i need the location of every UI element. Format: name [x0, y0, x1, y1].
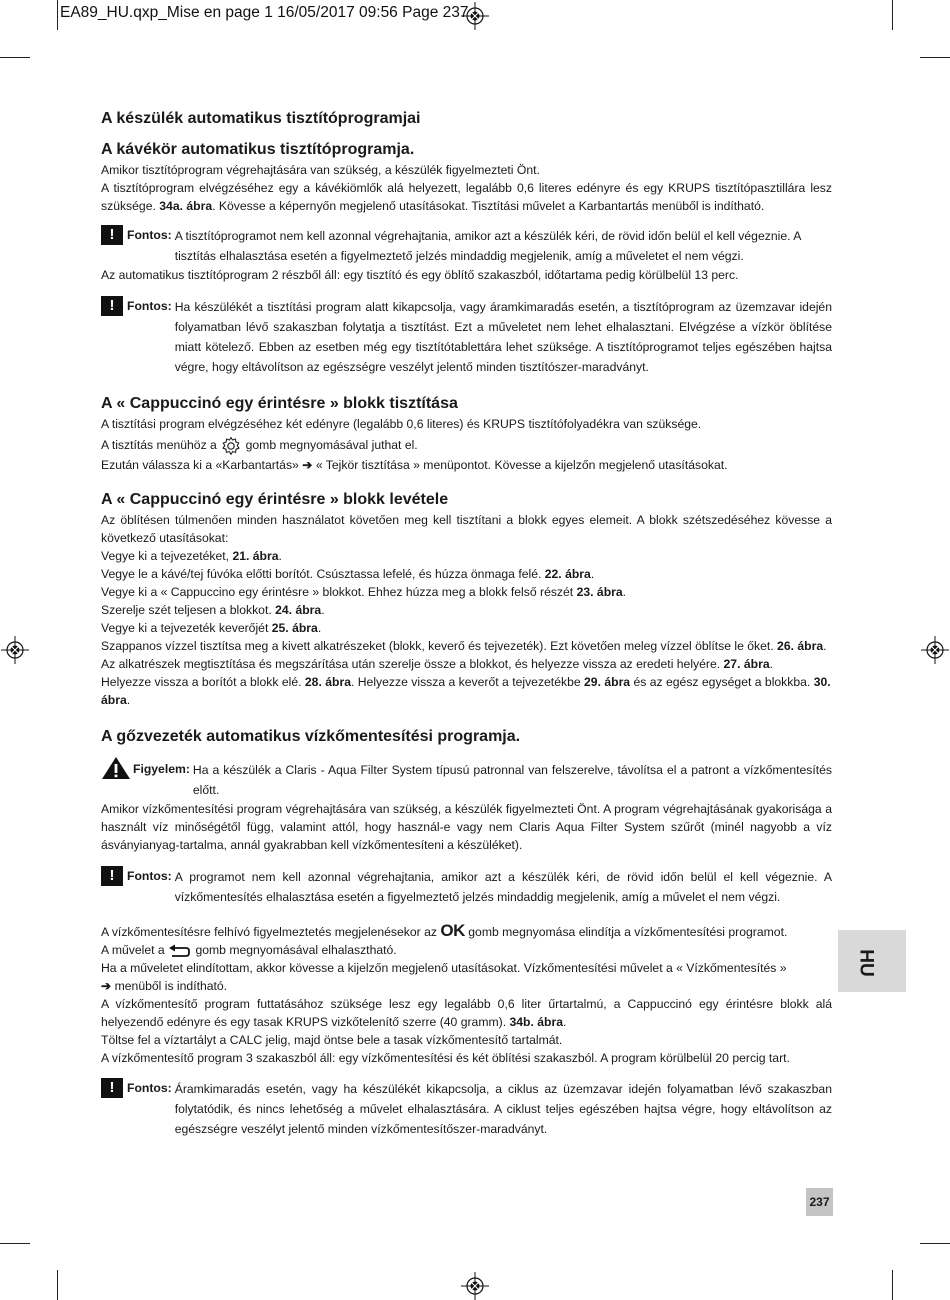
- note-text: Ha készülékét a tisztítási program alatt kikapcsolja, vagy áramkimaradás esetén, a tisztítóprogram az üzemzavar idején folyamatban lévő szakaszban folytatja a tisztítást. Ezt a műveletet nem lehet elhalasztani. Elvégzése a vízkör öblítése miatt kötelező. Ebben az esetben még egy tisztítótablettára lehet szüksége. A tisztítóprogramot teljes egészében hajtsa végre, hogy eltávolítson az egészségre veszélyt jelentő minden tisztítószer-maradványt.: [174, 300, 832, 374]
- important-note: [101, 1079, 832, 1139]
- warning-note: [101, 760, 832, 800]
- paragraph: Ha a műveletet elindítottam, akkor kövesse a kijelzőn megjelenő utasításokat. Vízkőmentesítési művelet a « Vízkőmentesítés » ➔ menüből is indítható.: [101, 961, 787, 993]
- crop-mark: [0, 1243, 30, 1244]
- page-title: A készülék automatikus tisztítóprogramjai: [101, 110, 421, 127]
- crop-mark: [892, 1270, 893, 1300]
- crop-mark: [920, 57, 950, 58]
- section-heading: A « Cappuccinó egy érintésre » blokk levétele: [101, 491, 449, 508]
- back-arrow-icon: [168, 944, 192, 958]
- list-item: Szappanos vízzel tisztítsa meg a kivett alkatrészeket (blokk, keverő és tejvezeték). Ezt követően meleg vízzel öblítse le őket. 26. ábra.: [101, 639, 827, 653]
- section-heading: A gőzvezeték automatikus vízkőmentesítési programja.: [101, 728, 521, 745]
- crop-mark: [0, 57, 30, 58]
- paragraph: A tisztítóprogram elvégzéséhez egy a kávékiömlők alá helyezett, legalább 0,6 literes edényre és egy KRUPS tisztítópasztillára lesz szüksége. 34a. ábra. Kövesse a képernyőn megjelenő utasításokat. Tisztítási művelet a Karbantartás menüből is indítható.: [101, 181, 832, 213]
- note-text: A tisztítóprogramot nem kell azonnal végrehajtania, amikor azt a készülék kéri, de rövid időn belül el kell végeznie. A tisztítás elhalasztása esetén a figyelmeztető jelzés mindaddig megjelenik, amíg a műveletet el nem végzi.: [174, 229, 801, 263]
- important-icon: !: [101, 225, 123, 245]
- paragraph: Az öblítésen túlmenően minden használatot követően meg kell tisztítani a blokk egyes elemeit. A blokk szétszedéséhez kövesse a következő utasításokat:: [101, 513, 832, 545]
- note-label: Fontos:: [127, 228, 172, 242]
- page-body: [101, 108, 832, 1139]
- page-number: 237: [806, 1188, 833, 1216]
- important-icon: !: [101, 296, 123, 316]
- section-heading: A kávékör automatikus tisztítóprogramja.: [101, 141, 415, 158]
- crop-mark: [57, 1270, 58, 1300]
- registration-mark-icon: [461, 1272, 489, 1300]
- list-item: Az alkatrészek megtisztítása és megszárítása után szerelje össze a blokkot, és helyezze vissza az eredeti helyére. 27. ábra.: [101, 657, 773, 671]
- paragraph: A vízkőmentesítő program 3 szakaszból áll: egy vízkőmentesítési és két öblítési szakaszból. A program körülbelül 20 percig tart.: [101, 1051, 790, 1065]
- crop-mark: [892, 0, 893, 30]
- list-item: Vegye ki a tejvezeték keverőjét 25. ábra.: [101, 621, 322, 635]
- note-text: A programot nem kell azonnal végrehajtania, amikor azt a készülék kéri, de rövid időn belül el kell végeznie. A vízkőmentesítés elhalasztása esetén a figyelmeztető jelzés mindaddig megjelenik, amíg a művelet el nem végzi.: [174, 870, 832, 904]
- paragraph: Amikor tisztítóprogram végrehajtására van szükség, a készülék figyelmezteti Önt.: [101, 163, 540, 177]
- warning-triangle-icon: [101, 756, 131, 780]
- language-tab: HU: [838, 930, 906, 992]
- registration-mark-icon: [461, 2, 489, 30]
- important-icon: !: [101, 1078, 123, 1098]
- list-item: Vegye ki a « Cappuccino egy érintésre » blokkot. Ehhez húzza meg a blokk felső részét 23. ábra.: [101, 585, 627, 599]
- paragraph: A tisztítási program elvégzéséhez két edényre (legalább 0,6 literes) és KRUPS tisztítófolyadékra van szüksége.: [101, 417, 702, 431]
- important-note: [101, 867, 832, 907]
- important-icon: !: [101, 866, 123, 886]
- section-heading: A « Cappuccinó egy érintésre » blokk tisztítása: [101, 395, 458, 412]
- paragraph: A tisztítás menühöz a gomb megnyomásával juthat el.: [101, 436, 832, 456]
- note-label: Fontos:: [127, 869, 172, 883]
- slug-line: EA89_HU.qxp_Mise en page 1 16/05/2017 09:56 Page 237: [60, 4, 469, 21]
- important-note: [101, 226, 832, 266]
- registration-mark-icon: [921, 636, 949, 664]
- note-label: Figyelem:: [133, 762, 190, 776]
- list-item: Szerelje szét teljesen a blokkot. 24. ábra.: [101, 603, 325, 617]
- paragraph: A vízkőmentesítő program futtatásához szüksége lesz egy legalább 0,6 liter űrtartalmú, a Cappuccinó egy érintésre blokk alá helyezendő edényre és egy tasak KRUPS vizkőtelenítő szerre (40 gramm). 34b. ábra.: [101, 997, 832, 1029]
- arrow-icon: ➔: [101, 979, 112, 993]
- important-note: [101, 297, 832, 377]
- paragraph: Amikor vízkőmentesítési program végrehajtására van szükség, a készülék figyelmezteti Önt. A program végrehajtásának gyakorisága a használt víz minőségétől függ, valamint attól, hogy használ-e vagy nem Claris Aqua Filter System szűrőt (minél nagyobb a víz ásványianyag-tartalma, annál gyakrabban kell vízkőmentesíteni a készüléket).: [101, 802, 832, 852]
- note-text: Ha a készülék a Claris - Aqua Filter System típusú patronnal van felszerelve, távolítsa el a patront a vízkőmentesítés előtt.: [192, 763, 832, 797]
- paragraph: Az automatikus tisztítóprogram 2 részből áll: egy tisztító és egy öblítő szakaszból, időtartama pedig körülbelül 13 perc.: [101, 268, 739, 282]
- note-text: Áramkimaradás esetén, vagy ha készülékét kikapcsolja, a ciklus az üzemzavar idején folyamatban lévő szakaszban folytatódik, és nincs lehetőség a művelet elhalasztására. A ciklust teljes egészében hajtsa végre, hogy eltávolítson az egészségre veszélyt jelentő minden vízkőmentesítőszer-maradványt.: [174, 1082, 832, 1136]
- note-label: Fontos:: [127, 299, 172, 313]
- list-item: Vegye ki a tejvezetéket, 21. ábra.: [101, 549, 282, 563]
- paragraph: Töltse fel a víztartályt a CALC jelig, majd öntse bele a tasak vízkőmentesítő tartalmát.: [101, 1033, 563, 1047]
- crop-mark: [57, 0, 58, 30]
- registration-mark-icon: [1, 636, 29, 664]
- crop-mark: [920, 1243, 950, 1244]
- note-label: Fontos:: [127, 1081, 172, 1095]
- arrow-icon: ➔: [302, 458, 313, 472]
- paragraph: Ezután válassza ki a «Karbantartás» ➔ « Tejkör tisztítása » menüpontot. Kövesse a kijelzőn megjelenő utasításokat.: [101, 458, 728, 472]
- paragraph: A vízkőmentesítésre felhívó figyelmeztetés megjelenésekor az OK gomb megnyomása elindítja a vízkőmentesítési programot.: [101, 921, 788, 940]
- paragraph: A művelet a gomb megnyomásával elhalasztható.: [101, 943, 397, 957]
- ok-button-label: OK: [440, 921, 465, 940]
- list-item: Helyezze vissza a borítót a blokk elé. 28. ábra. Helyezze vissza a keverőt a tejvezetékbe 29. ábra és az egész egységet a blokkba. 30. ábra.: [101, 675, 831, 707]
- list-item: Vegye le a kávé/tej fúvóka előtti borítót. Csúsztassa lefelé, és húzza önmaga felé. 22. ábra.: [101, 567, 595, 581]
- gear-icon: [220, 436, 242, 456]
